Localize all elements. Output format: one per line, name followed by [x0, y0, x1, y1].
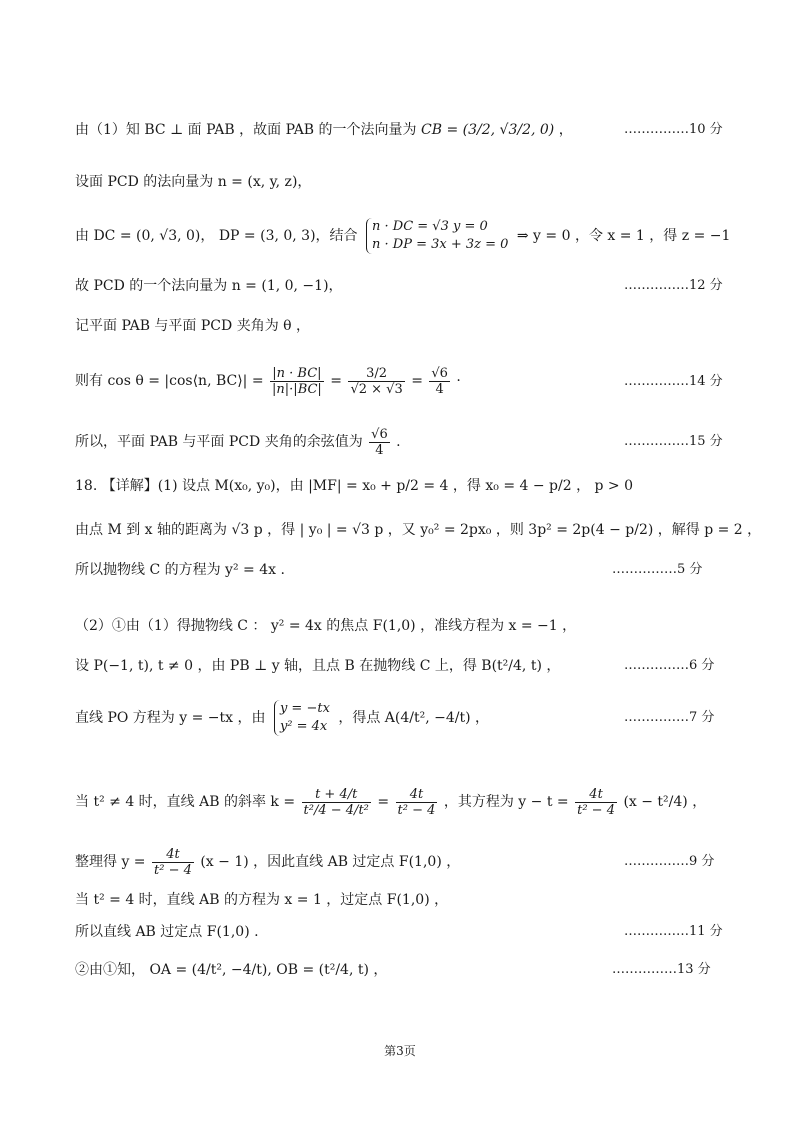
fraction	[270, 366, 324, 397]
text: (x − t²/4) ，	[623, 794, 707, 810]
solution-line-18-start: 18. 【详解】(1) 设点 M(x₀, y₀)，由 |MF| = x₀ + p/2 = 4 ，得 x₀ = 4 − p/2 ， p > 0	[75, 478, 634, 494]
denominator: t² − 4	[154, 862, 192, 878]
solution-line-18-2-point-b: 设 P(−1, t), t ≠ 0 ，由 PB ⊥ y 轴，且点 B 在抛物线 C 上，得 B(t²/4, t) ，	[75, 658, 561, 674]
text: 整理得 y =	[75, 854, 146, 870]
solution-line-18-p: 由点 M 到 x 轴的距离为 √3 p ，得 | y₀ | = √3 p ，又 y₀² = 2px₀ ，则 3p² = 2p(4 − p/2) ，解得 p = 2 ，	[75, 522, 762, 538]
score-marker: ……………10 分	[624, 122, 723, 137]
solution-line-cos	[75, 358, 461, 404]
equation: y² = 4x	[279, 719, 328, 734]
text: 所以，平面 PAB 与平面 PCD 夹角的余弦值为	[75, 434, 363, 450]
equation-system	[366, 218, 508, 254]
denominator: |n|·|BC|	[272, 381, 322, 397]
fraction	[302, 787, 371, 818]
numerator: 4t	[152, 847, 194, 863]
score-marker: ……………5 分	[612, 562, 703, 577]
numerator: 4t	[396, 787, 438, 803]
solution-line-18-2-point-a	[75, 696, 489, 740]
solution-line-18-2-fixed-point: 所以直线 AB 过定点 F(1,0) .	[75, 924, 259, 940]
fraction	[348, 366, 404, 397]
solution-line-18-2-slope	[75, 776, 706, 828]
text: =	[377, 794, 390, 810]
numerator: t + 4/t	[302, 787, 371, 803]
solution-line-normal-vector-pab	[75, 120, 573, 140]
score-marker: ……………11 分	[624, 924, 723, 939]
text: 当 t² ≠ 4 时，直线 AB 的斜率 k =	[75, 794, 296, 810]
denominator: 4	[375, 442, 384, 458]
fraction	[369, 427, 390, 458]
score-marker: ……………9 分	[624, 854, 715, 869]
denominator: 4	[435, 381, 444, 397]
numerator: √6	[371, 426, 388, 442]
solution-line-pcd-vector: 故 PCD 的一个法向量为 n = (1, 0, −1)，	[75, 278, 343, 294]
fraction	[396, 787, 438, 818]
solution-line-18-parabola: 所以抛物线 C 的方程为 y² = 4x .	[75, 562, 285, 578]
numerator: 3/2	[348, 366, 404, 382]
text: ·	[456, 373, 461, 389]
score-marker: ……………15 分	[624, 434, 723, 449]
score-marker: ……………13 分	[612, 962, 711, 977]
solution-line-18-2-line-ab	[75, 842, 460, 882]
text: 由 DC = (0, √3, 0)， DP = (3, 0, 3)，结合	[75, 228, 358, 244]
fraction	[429, 366, 450, 397]
denominator: √2 × √3	[350, 381, 403, 397]
score-marker: ……………7 分	[624, 710, 715, 725]
solution-line-system	[75, 216, 730, 256]
text: (x − 1) ，因此直线 AB 过定点 F(1,0) ，	[200, 854, 461, 870]
numerator: |n · BC|	[270, 366, 324, 382]
solution-line-pcd-normal: 设面 PCD 的法向量为 n = (x, y, z)，	[75, 174, 312, 190]
equation: n · DC = √3 y = 0	[372, 219, 488, 234]
solution-line-18-2-vectors: ②由①知， OA = (4/t², −4/t), OB = (t²/4, t) ，	[75, 962, 388, 978]
score-marker: ……………6 分	[624, 658, 715, 673]
vector-cb: CB = (3/2, √3/2, 0)	[421, 122, 555, 138]
solution-line-18-2-t2-eq-4: 当 t² = 4 时，直线 AB 的方程为 x = 1 ，过定点 F(1,0) ，	[75, 892, 449, 908]
fraction	[575, 787, 617, 818]
equation-system	[274, 700, 330, 736]
equation: n · DP = 3x + 3z = 0	[372, 237, 509, 252]
text: 则有 cos θ = |cos⟨n, BC⟩| =	[75, 373, 264, 389]
solution-line-conclusion	[75, 422, 401, 462]
denominator: t² − 4	[397, 802, 436, 818]
denominator: t² − 4	[577, 802, 615, 818]
text: ，	[558, 122, 573, 138]
solution-line-angle: 记平面 PAB 与平面 PCD 夹角为 θ ，	[75, 318, 311, 334]
text: ，得点 A(4/t², −4/t) ，	[338, 710, 490, 726]
score-marker: ……………12 分	[624, 278, 723, 293]
fraction	[152, 847, 194, 878]
numerator: 4t	[575, 787, 617, 803]
solution-line-18-2-focus: （2）①由（1）得抛物线 C ： y² = 4x 的焦点 F(1,0) ，准线方程为 x = −1 ，	[75, 618, 577, 634]
text: ⇒ y = 0 ，令 x = 1 ，得 z = −1	[516, 228, 731, 244]
text: =	[330, 373, 342, 389]
text: 直线 PO 方程为 y = −tx ，由	[75, 710, 266, 726]
text: .	[396, 434, 401, 450]
numerator: √6	[431, 365, 448, 381]
denominator: t²/4 − 4/t²	[303, 802, 369, 818]
equation: y = −tx	[279, 701, 330, 716]
text: 由（1）知 BC ⊥ 面 PAB ，故面 PAB 的一个法向量为	[75, 122, 417, 138]
text: ，其方程为 y − t =	[443, 794, 569, 810]
score-marker: ……………14 分	[624, 374, 723, 389]
text: =	[411, 373, 423, 389]
page-number: 第3页	[384, 1044, 416, 1058]
